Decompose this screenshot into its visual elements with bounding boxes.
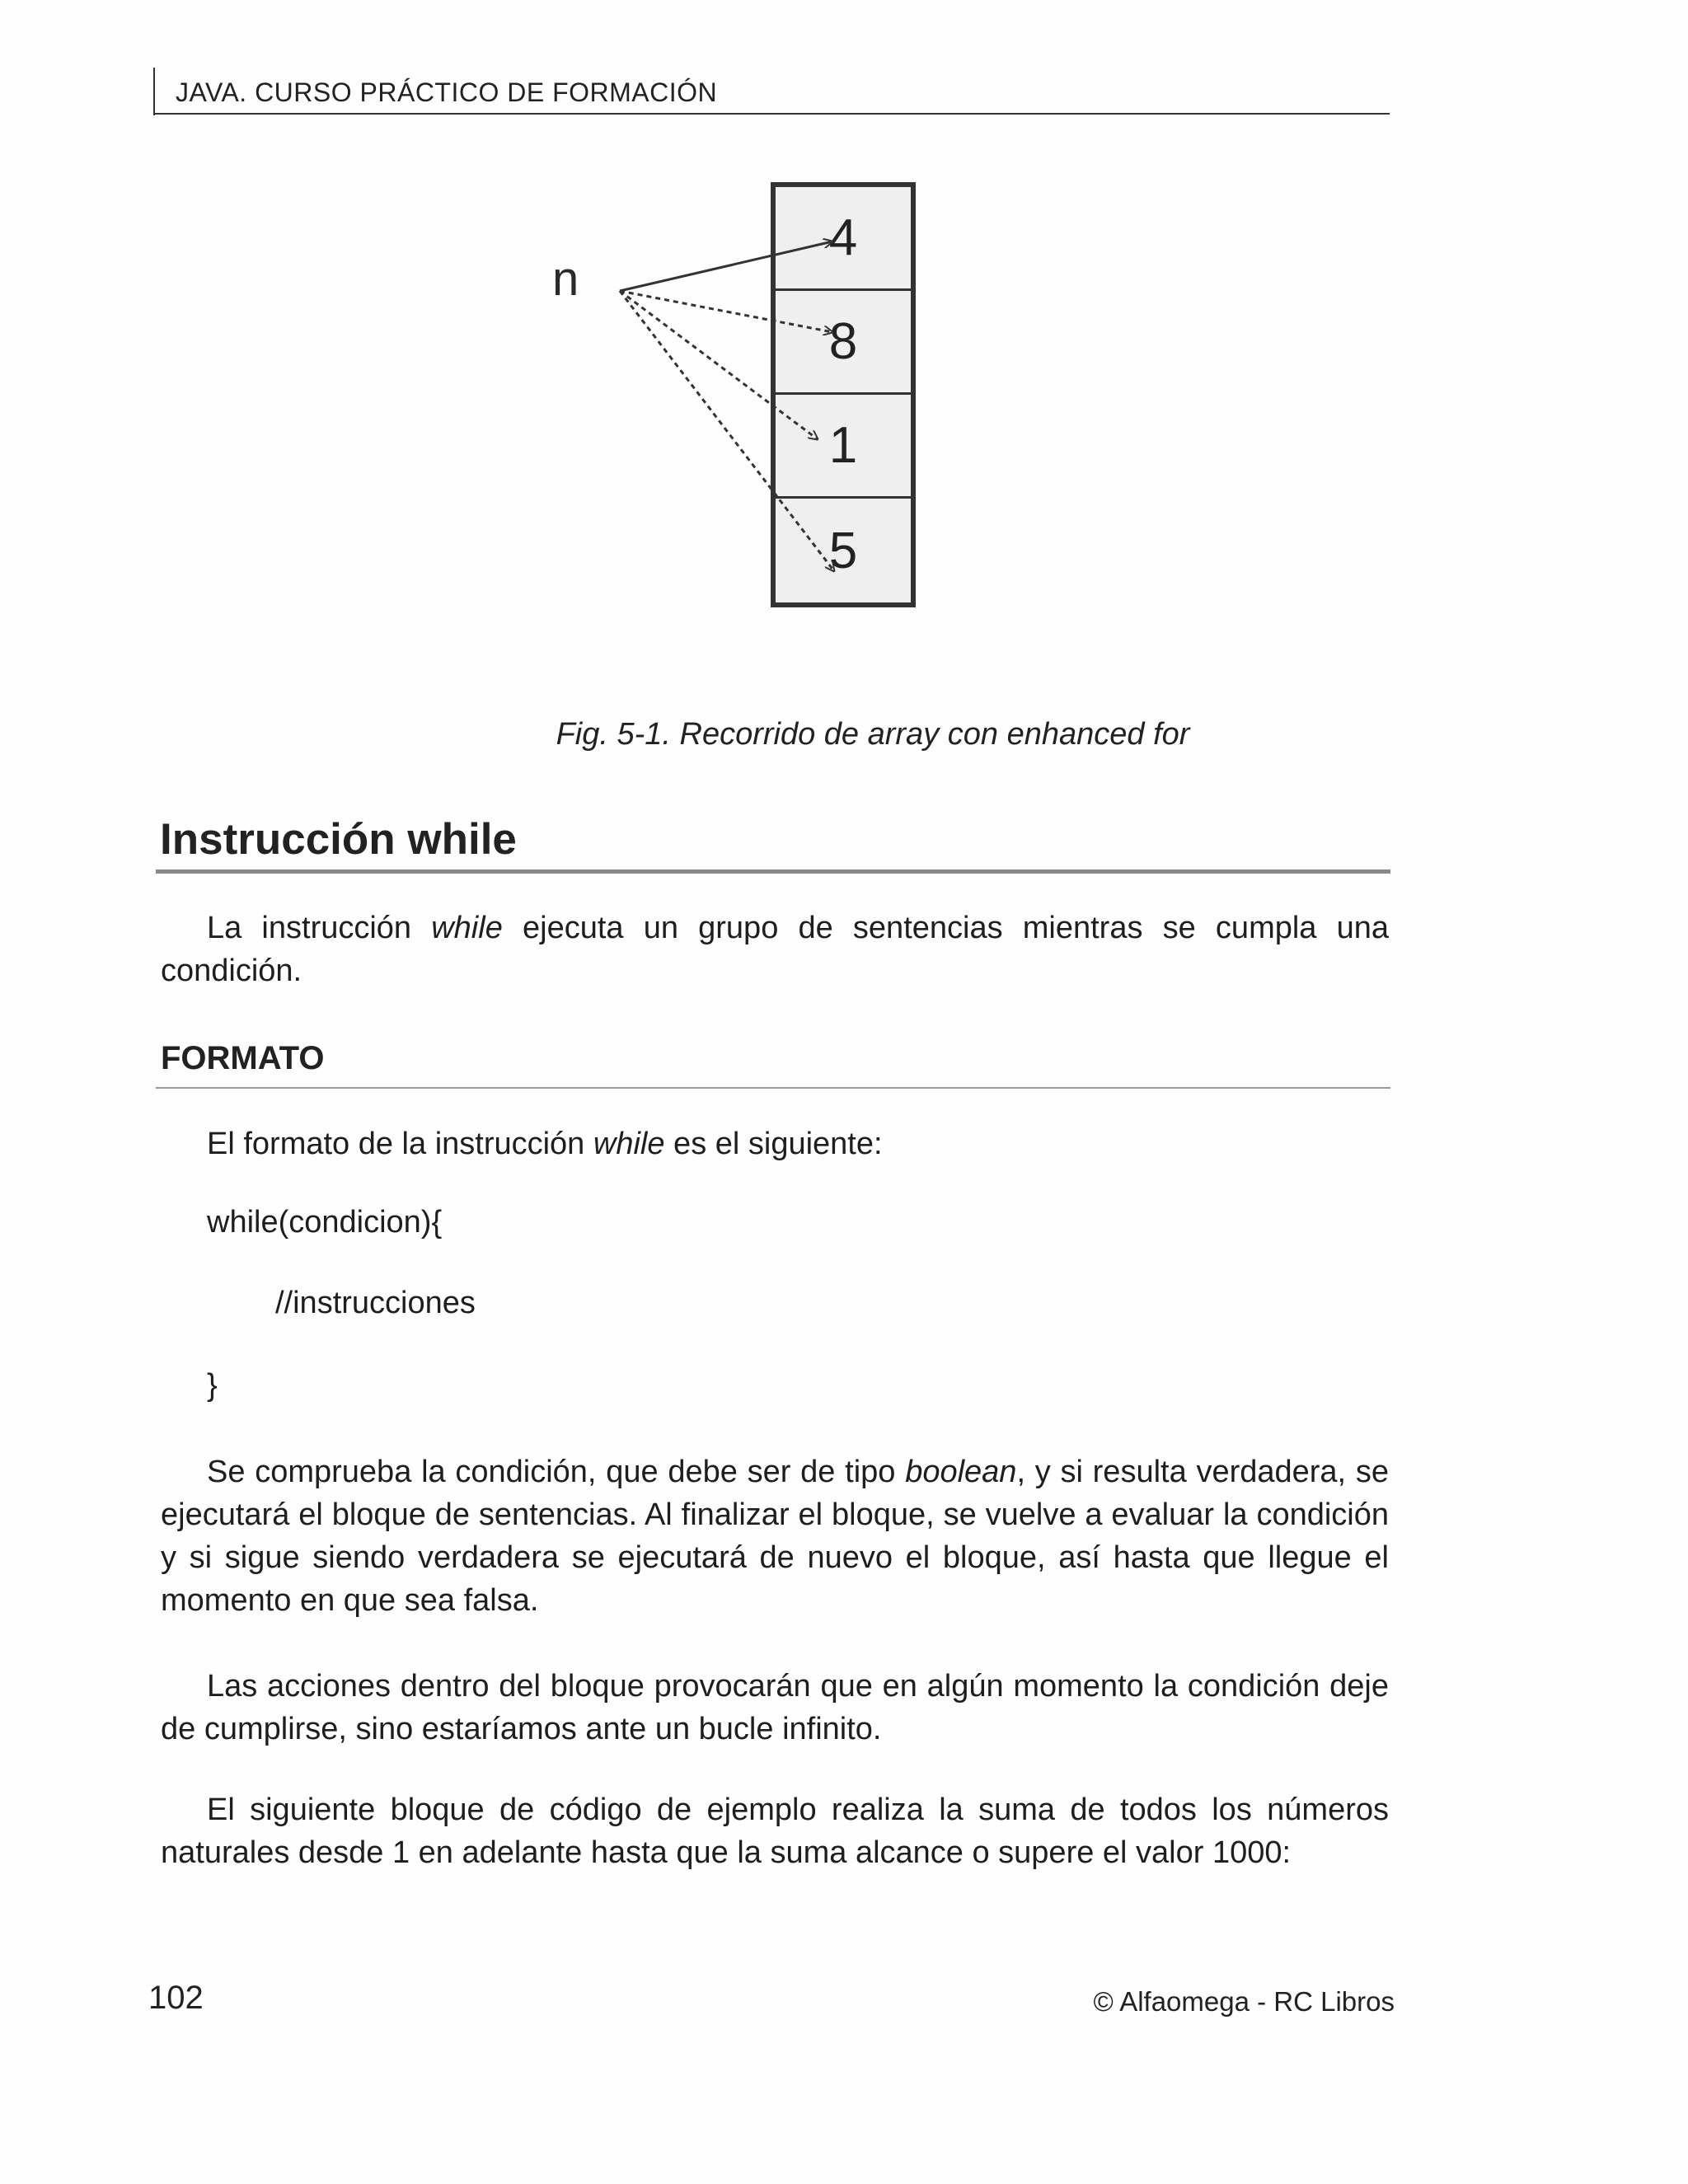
format-sentence: El formato de la instrucción while es el siguiente:: [207, 1127, 883, 1161]
section-title-rule: [156, 869, 1390, 874]
body-paragraph: El siguiente bloque de código de ejemplo realiza la suma de todos los números naturales desde 1 en adelante hasta que la suma alcance o supere el valor 1000:: [161, 1793, 1389, 1870]
code-line: //instrucciones: [275, 1286, 476, 1320]
array-cell: 4: [776, 187, 911, 291]
array-cell: 8: [776, 291, 911, 395]
subsection-title: FORMATO: [161, 1040, 325, 1076]
arrow-dashed: [620, 291, 818, 439]
arrow-dashed: [620, 291, 832, 332]
intro-paragraph: La instrucción while ejecuta un grupo de sentencias mientras se cumpla una condición.: [161, 911, 1389, 988]
figure-array-traversal: [528, 169, 973, 630]
arrow-solid: [620, 241, 832, 291]
subsection-rule: [156, 1087, 1390, 1089]
array-cell: 5: [828, 522, 858, 579]
array-cell: 1: [776, 395, 911, 499]
header-rule: [153, 113, 1390, 115]
code-line: }: [207, 1368, 218, 1403]
running-header: JAVA. CURSO PRÁCTICO DE FORMACIÓN: [176, 77, 718, 107]
figure-caption: Fig. 5-1. Recorrido de array con enhanced for: [556, 717, 1190, 752]
pointer-label: n: [552, 252, 579, 306]
page-number: 102: [148, 1980, 204, 2016]
body-paragraph: Se comprueba la condición, que debe ser de tipo boolean, y si resulta verdadera, se ejecutará el bloque de sentencias. Al finalizar el bloque, se vuelve a evaluar la condición y si sigue siendo verdadera se ejecutará de nuevo el bloque, así hasta que llegue el momento en que sea falsa.: [161, 1455, 1389, 1618]
body-paragraph: Las acciones dentro del bloque provocarán que en algún momento la condición deje de cumplirse, sino estaríamos ante un bucle infinito.: [161, 1669, 1389, 1746]
pointer-arrows: [528, 169, 973, 630]
publisher-credit: © Alfaomega - RC Libros: [1093, 1986, 1395, 2017]
header-vertical-rule: [153, 68, 155, 115]
arrow-dashed: [620, 291, 834, 571]
code-line: while(condicion){: [207, 1205, 443, 1240]
section-title: Instrucción while: [160, 815, 517, 864]
